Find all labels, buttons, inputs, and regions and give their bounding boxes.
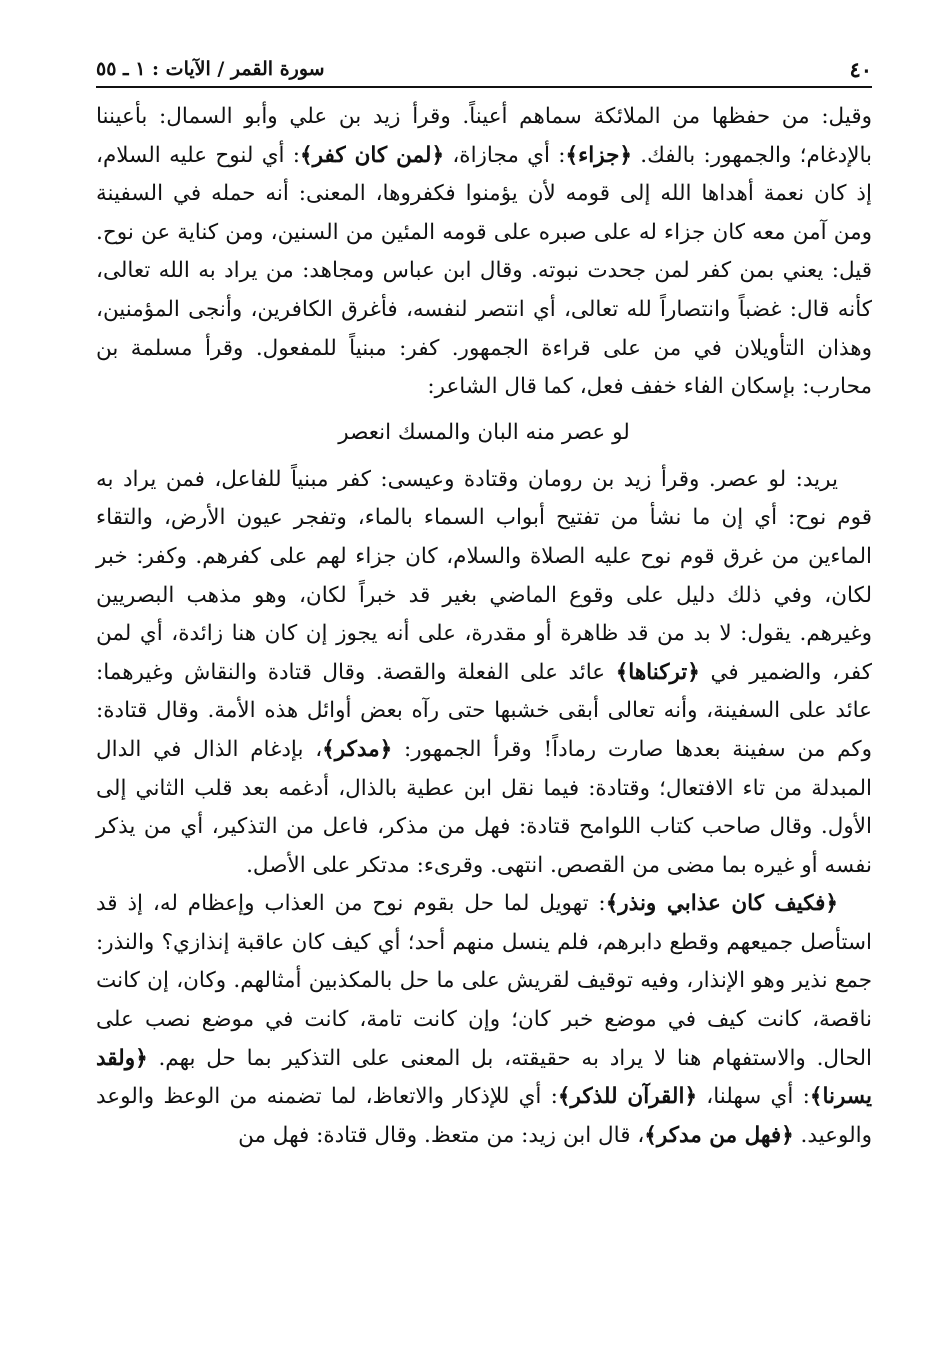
running-head: [96, 52, 872, 88]
text-run: يريد: لو عصر. وقرأ زيد بن رومان وقتادة وعيسى: كفر مبنياً للفاعل، فمن يراد به قوم نوح: أي إن ما نشأ من تفتيح أبواب السماء بالماء، وتفجر عيون الأرض، والتقاء الماءين من غرق قوم نوح عليه الصلاة والسلام، كان جزاء لهم على كفرهم. وكفر: خبر لكان، وفي ذلك دليل على وقوع الماضي بغير قد خبراً لكان، وهو مذهب البصريين وغيرهم. يقول: لا بد من قد ظاهرة أو مقدرة، على أنه يجوز إن كان هنا زائدة، أي لمن كفر، والضمير في: [96, 466, 872, 685]
poetry-verse: لو عصر منه البان والمسك انعصر: [338, 419, 630, 445]
quran-quote: ﴿تركناها﴾: [615, 659, 700, 685]
text-run: ، قال ابن زيد: من متعظ. وقال قتادة: فهل من: [238, 1122, 645, 1148]
text-run: : تهويل لما حل بقوم نوح من العذاب وإعظام له، إذ قد استأصل جميعهم وقطع دابرهم، فلم ينسل منهم أحد؛ أي كيف كان عاقبة إنذازي؟ والنذر: جمع نذير وهو الإنذار، وفيه توقيف لقريش على ما حل بالمكذبين أمثالهم. وكان، إن كانت ناقصة، كانت كيف في موضع خبر كان؛ وإن كانت تامة، كانت في موضع نصب على الحال. والاستفهام هنا لا يراد به حقيقته، بل المعنى على التذكير بما حل بهم.: [96, 891, 872, 1071]
text-run: : أي سهلنا،: [697, 1084, 810, 1110]
text-run: عائد على الفعلة والقصة. وقال قتادة والنقاش وغيرهما: عائد على السفينة، وأنه تعالى أبقى خشبها حتى رآه بعض أوائل هذه الأمة. وقال قتادة: وكم من سفينة بعدها صارت رماداً! وقرأ الجمهور:: [96, 659, 873, 762]
page-number: ٤٠: [849, 56, 872, 82]
quran-quote: ﴿جزاء﴾: [565, 142, 632, 168]
text-run: وقيل: من حفظها من الملائكة سماهم أعيناً. وقرأ زيد بن علي وأبو السمال: بأعيننا بالإدغام؛ والجمهور: بالفك.: [96, 104, 872, 168]
paragraph: [96, 461, 872, 886]
text-run: : أي لنوح عليه السلام، إذ كان نعمة أهداها الله إلى قومه لأن يؤمنوا فكفروها، المعنى: أنه حمله في السفينة ومن آمن معه كان جزاء له على صبره على قومه المئين من السنين، ومن كناية عن نوح. قيل: يعني بمن كفر لمن جحدت نبوته. وقال ابن عباس ومجاهد: من يراد به الله تعالى، كأنه قال: غضباً وانتصاراً لله تعالى، أي انتصر لنفسه، فأغرق الكافرين، وأنجى المؤمنين، وهذان التأويلان في من على قراءة الجمهور. كفر: مبنياً للمفعول. وقرأ مسلمة بن محارب: بإسكان الفاء خفف فعل، كما قال الشاعر:: [96, 142, 872, 400]
text-run: : أي للإذكار والاتعاظ، لما تضمنه من الوعظ والوعد والوعيد.: [96, 1084, 872, 1148]
book-page: [96, 52, 872, 1302]
quran-quote: ﴿فهل من مدكر﴾: [644, 1122, 794, 1148]
paragraph: [96, 885, 872, 1155]
chapter-title: سورة القمر / الآيات : ١ ـ ٥٥: [96, 58, 325, 80]
quran-quote: ﴿فكيف كان عذابي ونذر﴾: [605, 891, 838, 917]
text-run: ، بإدغام الذال في الدال المبدلة من تاء الافتعال؛ وقتادة: فيما نقل ابن عطية بالذال، أدغمه بعد قلب الثاني إلى الأول. وقال صاحب كتاب اللوامح قتادة: فهل من مذكر، فاعل من التذكير، أي من يذكر نفسه أو غيره بما مضى من القصص. انتهى. وقرىء: مدتكر على الأصل.: [96, 736, 872, 878]
quran-quote: ﴿مدكر﴾: [322, 736, 393, 762]
quran-quote: ﴿ولقد يسرنا﴾: [96, 1045, 873, 1110]
quran-quote: ﴿القرآن للذكر﴾: [557, 1084, 698, 1110]
quran-quote: ﴿لمن كان كفر﴾: [300, 142, 445, 168]
paragraph: [96, 98, 872, 407]
body-text: [96, 98, 872, 1155]
text-run: : أي مجازاة،: [444, 142, 566, 168]
